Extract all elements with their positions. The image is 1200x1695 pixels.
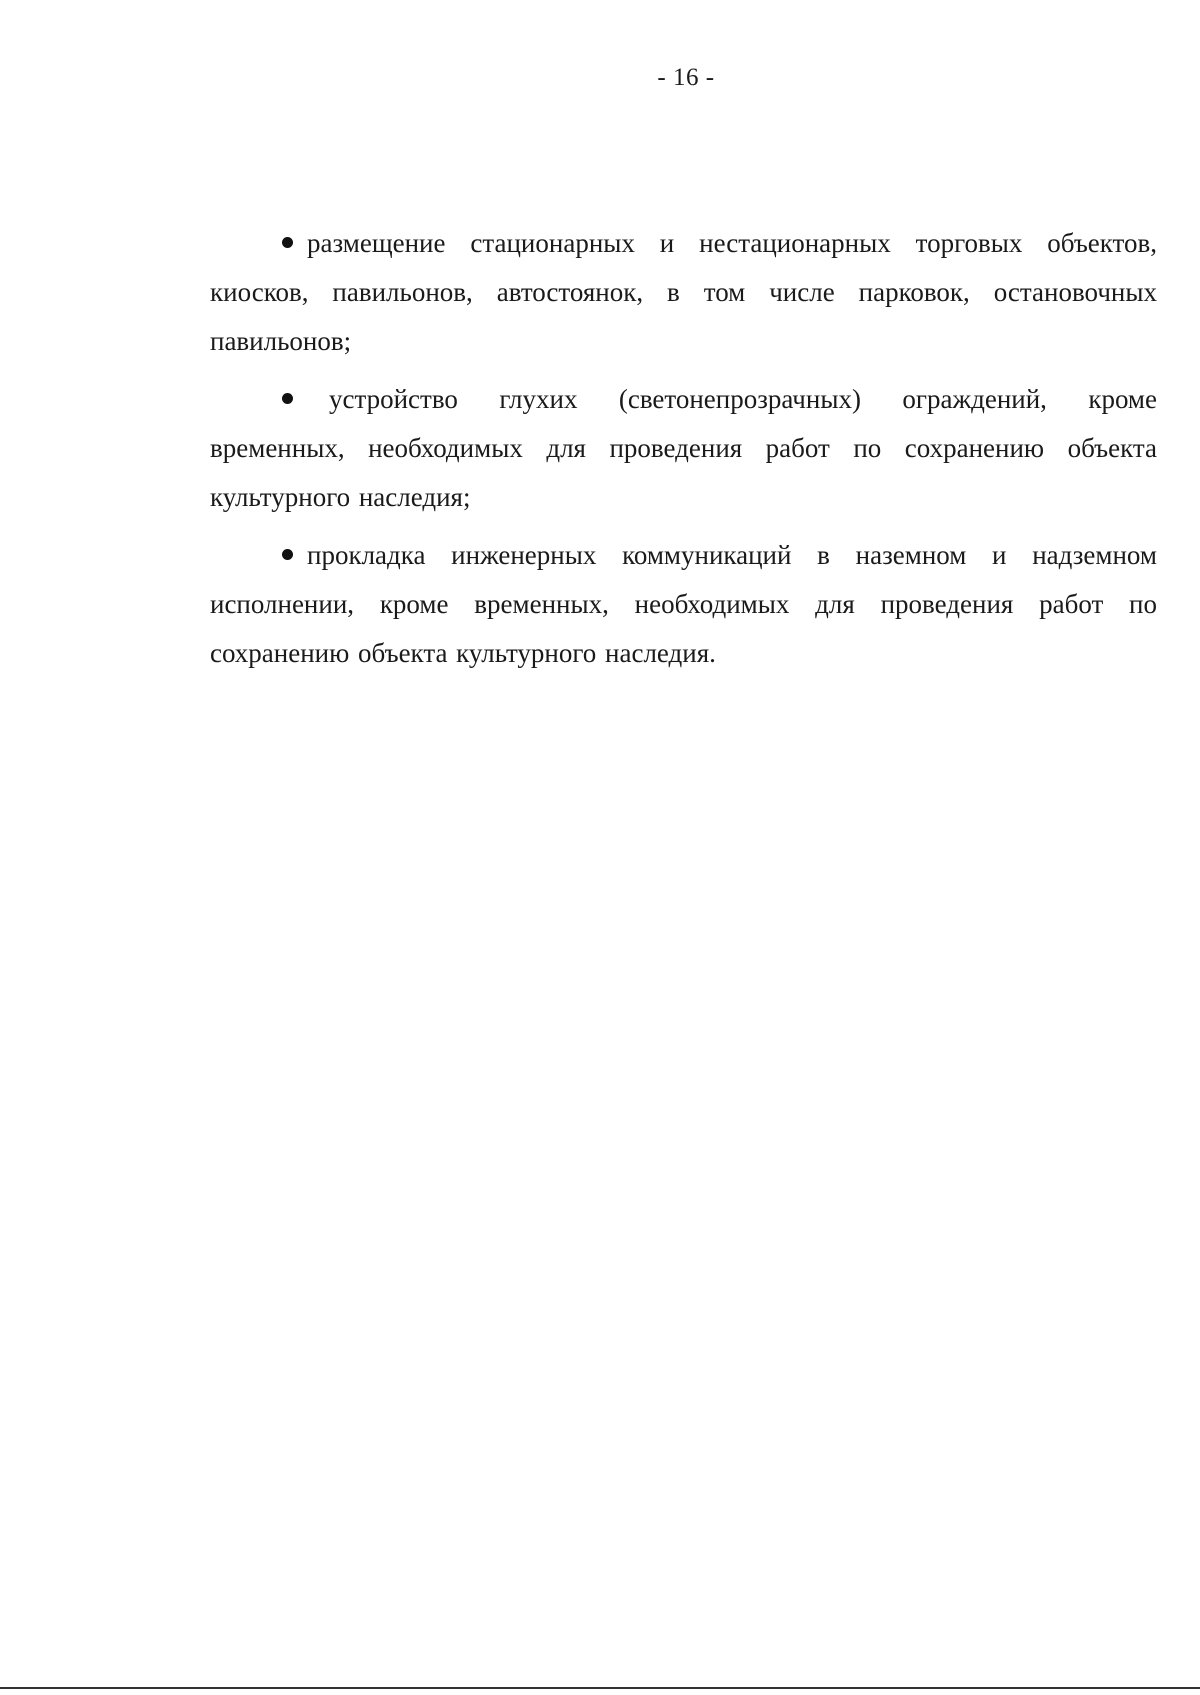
bottom-divider [0,1687,1200,1689]
page-number: - 16 - [657,64,715,91]
bullet-icon [282,549,293,560]
list-item [210,531,1157,678]
list-item [210,375,1157,522]
document-body [210,219,1157,687]
list-item-text: размещение стационарных и нестационарных торговых объектов, киосков, павильонов, автостоянок, в том числе парковок, остановочных павильонов; [210,228,1157,356]
list-item [210,219,1157,366]
bullet-icon [282,237,293,248]
bullet-icon [282,393,293,404]
list-item-text: устройство глухих (светонепрозрачных) ограждений, кроме временных, необходимых для проведения работ по сохранению объекта культурного наследия; [210,384,1157,512]
list-item-text: прокладка инженерных коммуникаций в наземном и надземном исполнении, кроме временных, необходимых для проведения работ по сохранению объекта культурного наследия. [210,540,1157,668]
